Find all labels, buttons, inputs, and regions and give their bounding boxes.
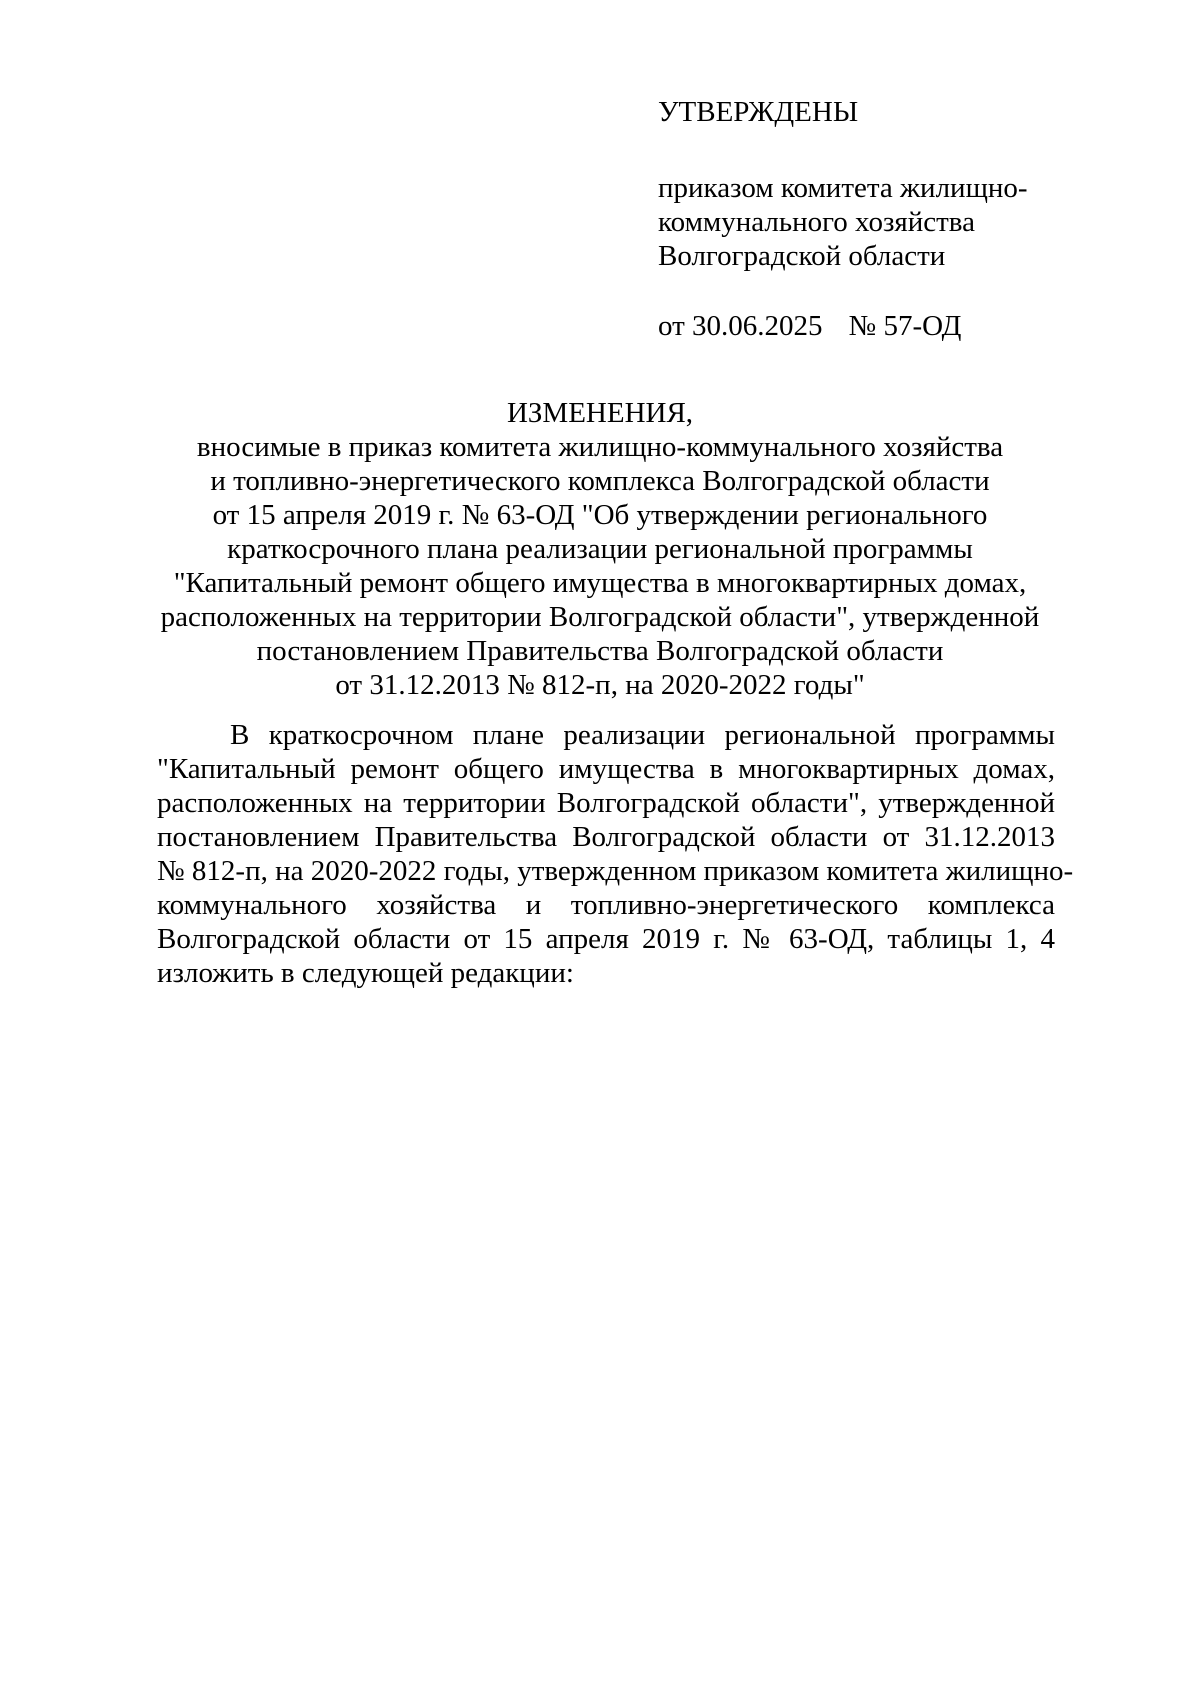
heading-line: от 15 апреля 2019 г. № 63-ОД "Об утверждении регионального xyxy=(212,499,988,531)
approval-block xyxy=(658,95,1158,343)
heading-title: ИЗМЕНЕНИЯ, xyxy=(506,397,694,429)
approval-title: УТВЕРЖДЕНЫ xyxy=(658,96,859,128)
approval-order-line: приказом комитета жилищно- xyxy=(658,172,1028,204)
heading-line: расположенных на территории Волгоградской области", утвержденной xyxy=(160,601,1040,633)
heading-line: "Капитальный ремонт общего имущества в многоквартирных домах, xyxy=(173,567,1027,599)
approval-order-line: коммунального хозяйства xyxy=(658,206,975,238)
approval-date-number xyxy=(658,309,1158,343)
heading-line: краткосрочного плана реализации региональной программы xyxy=(227,533,973,565)
heading-line: от 31.12.2013 № 812-п, на 2020-2022 годы" xyxy=(335,669,865,701)
heading-line: вносимые в приказ комитета жилищно-коммунального хозяйства xyxy=(196,431,1004,463)
body-line: коммунального хозяйства и топливно-энергетического комплекса xyxy=(157,889,1055,921)
body-paragraph xyxy=(157,718,1074,990)
body-line: изложить в следующей редакции: xyxy=(157,957,574,989)
body-line: № 812-п, на 2020-2022 годы, утвержденном приказом комитета жилищно- xyxy=(157,855,1074,887)
body-line: В краткосрочном плане реализации региональной программы xyxy=(230,719,1055,751)
approval-order-text xyxy=(658,171,1158,273)
body-line: Волгоградской области от 15 апреля 2019 г. № 63-ОД, таблицы 1, 4 xyxy=(157,923,1055,955)
approval-number: № 57-ОД xyxy=(848,310,962,342)
body-line: расположенных на территории Волгоградской области", утвержденной xyxy=(157,787,1055,819)
approval-order-line: Волгоградской области xyxy=(658,240,946,272)
body-line: "Капитальный ремонт общего имущества в многоквартирных домах, xyxy=(157,753,1055,785)
heading-line: постановлением Правительства Волгоградской области xyxy=(256,635,944,667)
document-heading xyxy=(150,396,1050,702)
approval-date: от 30.06.2025 xyxy=(658,310,823,342)
body-line: постановлением Правительства Волгоградской области от 31.12.2013 xyxy=(157,821,1055,853)
heading-line: и топливно-энергетического комплекса Волгоградской области xyxy=(210,465,990,497)
